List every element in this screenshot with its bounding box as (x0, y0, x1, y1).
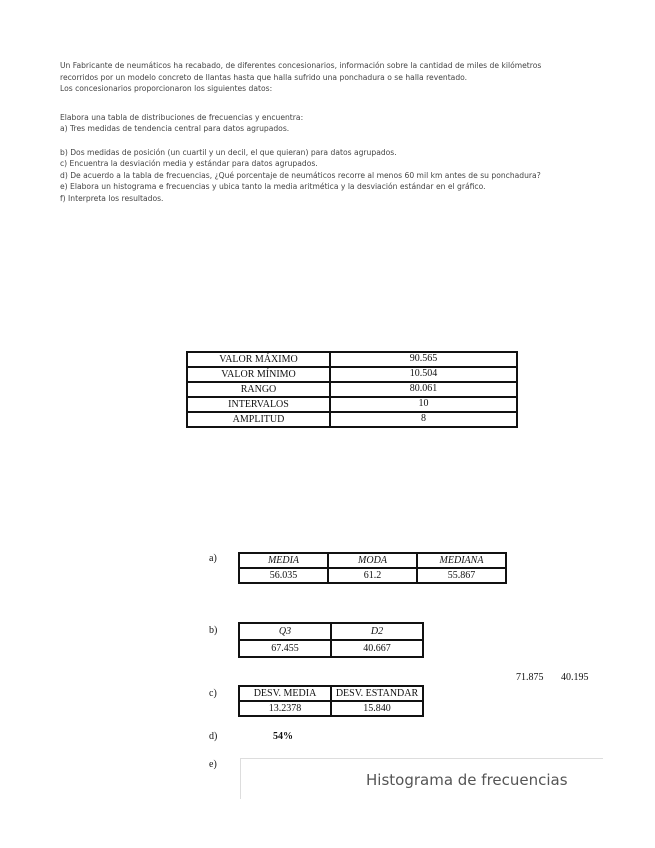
intro-paragraph: Un Fabricante de neumáticos ha recabado, de diferentes concesionarios, información sobre la cantidad de miles de kilómetros recorridos por un modelo concreto de llantas hasta que halla sufrido una ponchadura o se halla reventado. (60, 61, 542, 82)
section-a-label: a) (209, 553, 217, 564)
summary-label: AMPLITUD (187, 412, 330, 427)
percentage-result: 54% (273, 731, 293, 742)
problem-statement (60, 60, 560, 204)
value-mediana: 55.867 (417, 568, 506, 583)
value-desv-estandar: 15.840 (331, 701, 423, 716)
table-header-row (239, 553, 506, 568)
task-item-c: c) Encuentra la desviación media y estándar para datos agrupados. (60, 159, 318, 168)
summary-value: 80.061 (330, 382, 517, 397)
table-row (239, 701, 423, 716)
summary-row (187, 352, 517, 367)
header-media: MEDIA (239, 553, 328, 568)
summary-value: 90.565 (330, 352, 517, 367)
summary-row (187, 397, 517, 412)
task-heading: Elabora una tabla de distribuciones de frecuencias y encuentra: (60, 112, 304, 122)
summary-label: RANGO (187, 382, 330, 397)
summary-row (187, 367, 517, 382)
table-header-row (239, 623, 423, 640)
value-d2: 40.667 (331, 640, 423, 657)
summary-row (187, 382, 517, 397)
value-moda: 61.2 (328, 568, 417, 583)
task-item-e: e) Elabora un histograma e frecuencias y ubica tanto la media aritmética y la desviación estándar en el gráfico. (60, 182, 486, 191)
summary-value: 8 (330, 412, 517, 427)
value-desv-media: 13.2378 (239, 701, 331, 716)
section-e-label: e) (209, 759, 217, 770)
task-item-a: a) Tres medidas de tendencia central para datos agrupados. (60, 124, 290, 133)
intro-data-note: Los concesionarios proporcionaron los siguientes datos: (60, 84, 273, 93)
position-measures-table (238, 622, 424, 658)
summary-value: 10.504 (330, 367, 517, 382)
section-d-label: d) (209, 731, 218, 742)
histogram-chart-frame (240, 758, 603, 799)
header-mediana: MEDIANA (417, 553, 506, 568)
section-b-label: b) (209, 625, 218, 636)
summary-row (187, 412, 517, 427)
summary-label: INTERVALOS (187, 397, 330, 412)
summary-label: VALOR MÍNIMO (187, 367, 330, 382)
summary-value: 10 (330, 397, 517, 412)
central-tendency-table (238, 552, 507, 584)
dispersion-table (238, 685, 424, 717)
header-desv-media: DESV. MEDIA (239, 686, 331, 701)
chart-title: Histograma de frecuencias (366, 771, 568, 789)
header-moda: MODA (328, 553, 417, 568)
section-c-label: c) (209, 688, 217, 699)
extra-value: 71.875 (516, 672, 544, 683)
summary-table (186, 351, 518, 428)
table-header-row (239, 686, 423, 701)
summary-label: VALOR MÁXIMO (187, 352, 330, 367)
table-row (239, 640, 423, 657)
value-q3: 67.455 (239, 640, 331, 657)
header-q3: Q3 (239, 623, 331, 640)
header-d2: D2 (331, 623, 423, 640)
task-item-f: f) Interpreta los resultados. (60, 193, 164, 203)
task-item-b: b) Dos medidas de posición (un cuartil y un decil, el que quieran) para datos agrupados. (60, 147, 397, 157)
extra-value: 40.195 (561, 672, 589, 683)
value-media: 56.035 (239, 568, 328, 583)
table-row (239, 568, 506, 583)
header-desv-estandar: DESV. ESTANDAR (331, 686, 423, 701)
task-item-d: d) De acuerdo a la tabla de frecuencias, ¿Qué porcentaje de neumáticos recorre al menos 60 mil km antes de su ponchadura? (60, 170, 541, 180)
